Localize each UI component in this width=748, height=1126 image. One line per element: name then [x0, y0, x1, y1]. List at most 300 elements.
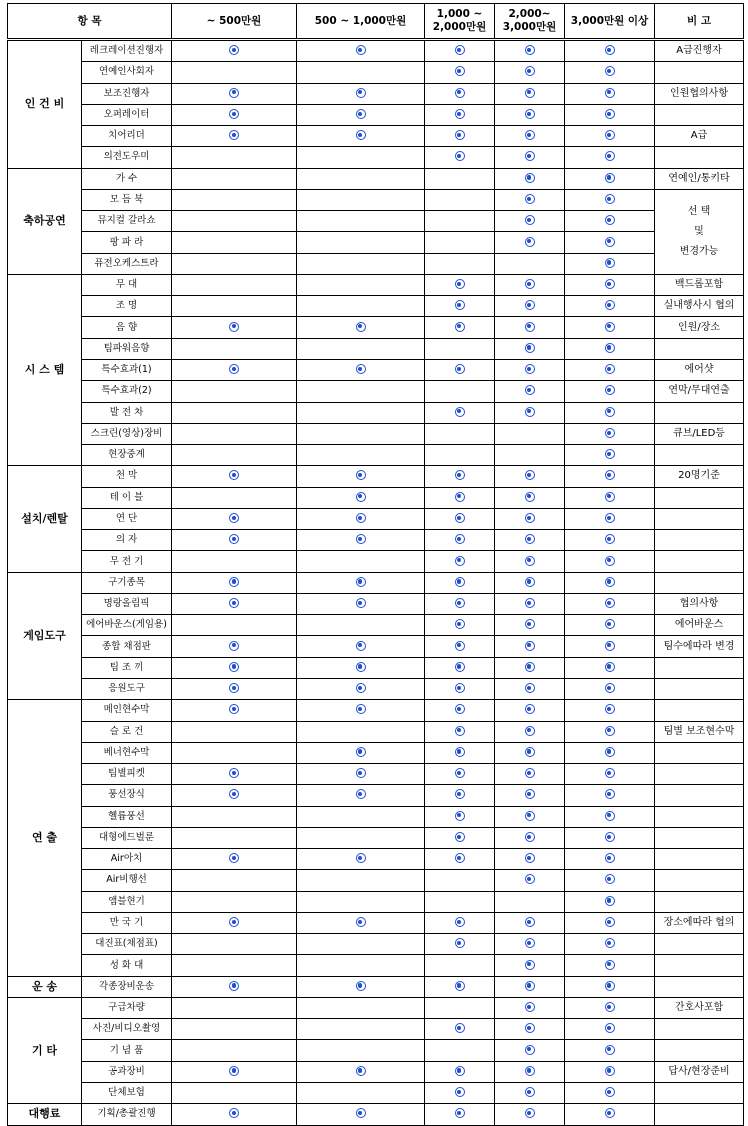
- tier-cell-5: [565, 189, 655, 210]
- filled-circle-icon: [525, 598, 535, 608]
- tier-cell-3: [425, 870, 495, 891]
- note-cell: [655, 700, 744, 721]
- tier-cell-3: [425, 1083, 495, 1104]
- tier-cell-4: [495, 827, 565, 848]
- filled-circle-icon: [605, 874, 615, 884]
- note-cell: [655, 870, 744, 891]
- filled-circle-icon: [455, 832, 465, 842]
- tier-cell-1: [172, 1040, 297, 1061]
- filled-circle-icon: [525, 151, 535, 161]
- note-cell: 백드롭포함: [655, 274, 744, 295]
- tier-cell-4: [495, 976, 565, 997]
- filled-circle-icon: [525, 66, 535, 76]
- item-cell: 기획/총괄진행: [82, 1104, 172, 1125]
- tier-cell-5: [565, 466, 655, 487]
- filled-circle-icon: [229, 704, 239, 714]
- tier-cell-2: [297, 997, 425, 1018]
- filled-circle-icon: [229, 109, 239, 119]
- tier-cell-3: [425, 104, 495, 125]
- table-row: [8, 381, 744, 402]
- note-cell: [655, 1104, 744, 1125]
- filled-circle-icon: [229, 470, 239, 480]
- filled-circle-icon: [229, 917, 239, 927]
- filled-circle-icon: [356, 768, 366, 778]
- tier-cell-4: [495, 232, 565, 253]
- item-cell: 조 명: [82, 296, 172, 317]
- tier-cell-5: [565, 381, 655, 402]
- tier-cell-3: [425, 997, 495, 1018]
- note-cell: [655, 338, 744, 359]
- item-cell: 앰블현기: [82, 891, 172, 912]
- tier-cell-4: [495, 891, 565, 912]
- tier-cell-2: [297, 849, 425, 870]
- tier-cell-3: [425, 211, 495, 232]
- merged-note-line: 변경가능: [679, 245, 719, 257]
- tier-cell-1: [172, 806, 297, 827]
- tier-cell-3: [425, 1040, 495, 1061]
- tier-cell-3: [425, 423, 495, 444]
- tier-cell-2: [297, 572, 425, 593]
- filled-circle-icon: [356, 662, 366, 672]
- table-row: [8, 232, 744, 253]
- filled-circle-icon: [455, 1087, 465, 1097]
- item-cell: 구기종목: [82, 572, 172, 593]
- filled-circle-icon: [455, 598, 465, 608]
- tier-cell-5: [565, 508, 655, 529]
- tier-cell-5: [565, 593, 655, 614]
- filled-circle-icon: [605, 449, 615, 459]
- tier-cell-1: [172, 126, 297, 147]
- tier-cell-5: [565, 976, 655, 997]
- tier-cell-2: [297, 934, 425, 955]
- filled-circle-icon: [229, 1066, 239, 1076]
- filled-circle-icon: [229, 1108, 239, 1118]
- tier-cell-2: [297, 338, 425, 359]
- tier-cell-4: [495, 657, 565, 678]
- item-cell: 특수효과(2): [82, 381, 172, 402]
- filled-circle-icon: [356, 130, 366, 140]
- item-cell: 메인현수막: [82, 700, 172, 721]
- note-cell: A급진행자: [655, 40, 744, 62]
- filled-circle-icon: [605, 88, 615, 98]
- table-row: [8, 274, 744, 295]
- tier-cell-5: [565, 530, 655, 551]
- filled-circle-icon: [455, 853, 465, 863]
- tier-cell-4: [495, 849, 565, 870]
- item-cell: 음 향: [82, 317, 172, 338]
- tier-cell-2: [297, 891, 425, 912]
- tier-cell-3: [425, 934, 495, 955]
- note-cell: 인원/장소: [655, 317, 744, 338]
- tier-cell-2: [297, 40, 425, 62]
- tier-cell-2: [297, 189, 425, 210]
- tier-cell-2: [297, 445, 425, 466]
- tier-cell-3: [425, 955, 495, 976]
- item-cell: 베너현수막: [82, 742, 172, 763]
- filled-circle-icon: [525, 726, 535, 736]
- filled-circle-icon: [605, 258, 615, 268]
- tier-cell-4: [495, 615, 565, 636]
- tier-cell-1: [172, 466, 297, 487]
- tier-cell-1: [172, 232, 297, 253]
- table-row: [8, 83, 744, 104]
- tier-cell-1: [172, 189, 297, 210]
- filled-circle-icon: [525, 938, 535, 948]
- table-row: [8, 317, 744, 338]
- filled-circle-icon: [605, 407, 615, 417]
- header-price-3: 1,000 ~ 2,000만원: [425, 4, 495, 40]
- tier-cell-2: [297, 296, 425, 317]
- note-cell: [655, 104, 744, 125]
- tier-cell-4: [495, 572, 565, 593]
- table-row: [8, 678, 744, 699]
- filled-circle-icon: [605, 598, 615, 608]
- filled-circle-icon: [356, 641, 366, 651]
- filled-circle-icon: [455, 1108, 465, 1118]
- note-cell: [655, 572, 744, 593]
- filled-circle-icon: [525, 492, 535, 502]
- note-cell: [655, 1040, 744, 1061]
- tier-cell-4: [495, 955, 565, 976]
- filled-circle-icon: [525, 960, 535, 970]
- tier-cell-3: [425, 466, 495, 487]
- table-row: [8, 466, 744, 487]
- filled-circle-icon: [455, 811, 465, 821]
- item-cell: 에어바운스(게임용): [82, 615, 172, 636]
- note-cell: [655, 487, 744, 508]
- tier-cell-5: [565, 551, 655, 572]
- tier-cell-3: [425, 40, 495, 62]
- tier-cell-4: [495, 1061, 565, 1082]
- header-price-5: 3,000만원 이상: [565, 4, 655, 40]
- filled-circle-icon: [455, 534, 465, 544]
- filled-circle-icon: [356, 470, 366, 480]
- tier-cell-2: [297, 678, 425, 699]
- filled-circle-icon: [605, 641, 615, 651]
- tier-cell-5: [565, 1040, 655, 1061]
- tier-cell-1: [172, 274, 297, 295]
- item-cell: 슬 로 건: [82, 721, 172, 742]
- tier-cell-2: [297, 274, 425, 295]
- tier-cell-4: [495, 742, 565, 763]
- table-row: [8, 764, 744, 785]
- item-cell: 의전도우미: [82, 147, 172, 168]
- filled-circle-icon: [605, 662, 615, 672]
- item-cell: 대형에드벌룬: [82, 827, 172, 848]
- table-row: [8, 785, 744, 806]
- header-price-2: 500 ~ 1,000만원: [297, 4, 425, 40]
- filled-circle-icon: [525, 641, 535, 651]
- tier-cell-2: [297, 1019, 425, 1040]
- tier-cell-4: [495, 912, 565, 933]
- filled-circle-icon: [356, 598, 366, 608]
- filled-circle-icon: [455, 300, 465, 310]
- tier-cell-2: [297, 976, 425, 997]
- item-cell: Air아치: [82, 849, 172, 870]
- item-cell: 풍선장식: [82, 785, 172, 806]
- tier-cell-1: [172, 700, 297, 721]
- tier-cell-3: [425, 274, 495, 295]
- price-comparison-table: [7, 3, 744, 1126]
- filled-circle-icon: [605, 853, 615, 863]
- tier-cell-1: [172, 934, 297, 955]
- tier-cell-5: [565, 827, 655, 848]
- tier-cell-1: [172, 657, 297, 678]
- note-cell: [655, 62, 744, 83]
- category-cell: 설치/렌탈: [8, 466, 82, 572]
- tier-cell-4: [495, 934, 565, 955]
- tier-cell-5: [565, 1061, 655, 1082]
- tier-cell-3: [425, 764, 495, 785]
- filled-circle-icon: [229, 683, 239, 693]
- table-row: [8, 423, 744, 444]
- tier-cell-3: [425, 1061, 495, 1082]
- tier-cell-5: [565, 296, 655, 317]
- filled-circle-icon: [525, 704, 535, 714]
- table-row: [8, 359, 744, 380]
- tier-cell-5: [565, 721, 655, 742]
- tier-cell-3: [425, 700, 495, 721]
- tier-cell-4: [495, 764, 565, 785]
- item-cell: 현장중계: [82, 445, 172, 466]
- note-cell: [655, 934, 744, 955]
- note-cell: 에어바운스: [655, 615, 744, 636]
- note-cell: [655, 742, 744, 763]
- tier-cell-1: [172, 636, 297, 657]
- table-row: [8, 912, 744, 933]
- category-cell: 시 스 템: [8, 274, 82, 465]
- filled-circle-icon: [605, 300, 615, 310]
- item-cell: 특수효과(1): [82, 359, 172, 380]
- table-row: [8, 508, 744, 529]
- filled-circle-icon: [525, 322, 535, 332]
- tier-cell-1: [172, 253, 297, 274]
- table-row: [8, 806, 744, 827]
- item-cell: 퓨전오케스트라: [82, 253, 172, 274]
- tier-cell-3: [425, 551, 495, 572]
- filled-circle-icon: [229, 768, 239, 778]
- tier-cell-1: [172, 912, 297, 933]
- filled-circle-icon: [605, 917, 615, 927]
- filled-circle-icon: [605, 683, 615, 693]
- table-row: [8, 40, 744, 62]
- table-row: [8, 657, 744, 678]
- filled-circle-icon: [455, 492, 465, 502]
- filled-circle-icon: [356, 534, 366, 544]
- tier-cell-2: [297, 827, 425, 848]
- tier-cell-3: [425, 976, 495, 997]
- filled-circle-icon: [229, 662, 239, 672]
- filled-circle-icon: [525, 237, 535, 247]
- tier-cell-3: [425, 593, 495, 614]
- filled-circle-icon: [605, 619, 615, 629]
- tier-cell-1: [172, 40, 297, 62]
- tier-cell-3: [425, 147, 495, 168]
- merged-note-line: 선 택: [687, 205, 711, 217]
- filled-circle-icon: [356, 789, 366, 799]
- filled-circle-icon: [605, 109, 615, 119]
- tier-cell-4: [495, 785, 565, 806]
- tier-cell-2: [297, 955, 425, 976]
- filled-circle-icon: [605, 194, 615, 204]
- tier-cell-2: [297, 423, 425, 444]
- tier-cell-5: [565, 126, 655, 147]
- tier-cell-2: [297, 508, 425, 529]
- filled-circle-icon: [356, 577, 366, 587]
- filled-circle-icon: [455, 279, 465, 289]
- tier-cell-4: [495, 445, 565, 466]
- tier-cell-3: [425, 615, 495, 636]
- table-row: [8, 62, 744, 83]
- item-cell: 대진표(채점표): [82, 934, 172, 955]
- item-cell: 사진/비디오촬영: [82, 1019, 172, 1040]
- table-body: [8, 40, 744, 1126]
- tier-cell-5: [565, 253, 655, 274]
- filled-circle-icon: [525, 534, 535, 544]
- filled-circle-icon: [455, 662, 465, 672]
- filled-circle-icon: [525, 88, 535, 98]
- note-cell: 큐브/LED등: [655, 423, 744, 444]
- tier-cell-1: [172, 1061, 297, 1082]
- note-cell: [655, 445, 744, 466]
- filled-circle-icon: [229, 322, 239, 332]
- filled-circle-icon: [605, 556, 615, 566]
- tier-cell-2: [297, 126, 425, 147]
- filled-circle-icon: [356, 683, 366, 693]
- filled-circle-icon: [525, 194, 535, 204]
- filled-circle-icon: [356, 853, 366, 863]
- tier-cell-3: [425, 168, 495, 189]
- tier-cell-2: [297, 1061, 425, 1082]
- table-row: [8, 147, 744, 168]
- tier-cell-4: [495, 1104, 565, 1125]
- filled-circle-icon: [356, 88, 366, 98]
- table-row: [8, 615, 744, 636]
- category-cell: 연 출: [8, 700, 82, 976]
- tier-cell-1: [172, 530, 297, 551]
- filled-circle-icon: [605, 960, 615, 970]
- tier-cell-2: [297, 551, 425, 572]
- tier-cell-5: [565, 742, 655, 763]
- tier-cell-3: [425, 572, 495, 593]
- tier-cell-4: [495, 126, 565, 147]
- tier-cell-5: [565, 359, 655, 380]
- filled-circle-icon: [455, 619, 465, 629]
- item-cell: 종합 채점판: [82, 636, 172, 657]
- filled-circle-icon: [605, 428, 615, 438]
- filled-circle-icon: [229, 364, 239, 374]
- item-cell: 연예인사회자: [82, 62, 172, 83]
- filled-circle-icon: [525, 300, 535, 310]
- tier-cell-4: [495, 721, 565, 742]
- tier-cell-5: [565, 572, 655, 593]
- tier-cell-1: [172, 83, 297, 104]
- filled-circle-icon: [605, 492, 615, 502]
- filled-circle-icon: [525, 173, 535, 183]
- filled-circle-icon: [455, 704, 465, 714]
- note-cell: 팀별 보조현수막: [655, 721, 744, 742]
- tier-cell-3: [425, 445, 495, 466]
- tier-cell-1: [172, 827, 297, 848]
- tier-cell-4: [495, 296, 565, 317]
- tier-cell-4: [495, 1040, 565, 1061]
- item-cell: 모 듬 북: [82, 189, 172, 210]
- tier-cell-2: [297, 593, 425, 614]
- tier-cell-1: [172, 891, 297, 912]
- table-row: [8, 104, 744, 125]
- tier-cell-5: [565, 445, 655, 466]
- filled-circle-icon: [229, 853, 239, 863]
- tier-cell-2: [297, 317, 425, 338]
- table-row: [8, 593, 744, 614]
- filled-circle-icon: [605, 534, 615, 544]
- note-cell: [655, 1019, 744, 1040]
- filled-circle-icon: [356, 981, 366, 991]
- tier-cell-1: [172, 211, 297, 232]
- filled-circle-icon: [605, 364, 615, 374]
- filled-circle-icon: [455, 641, 465, 651]
- filled-circle-icon: [229, 577, 239, 587]
- filled-circle-icon: [229, 641, 239, 651]
- tier-cell-4: [495, 530, 565, 551]
- table-row: [8, 253, 744, 274]
- tier-cell-2: [297, 359, 425, 380]
- filled-circle-icon: [356, 1108, 366, 1118]
- table-row: [8, 849, 744, 870]
- tier-cell-3: [425, 487, 495, 508]
- item-cell: 연 단: [82, 508, 172, 529]
- table-row: [8, 827, 744, 848]
- filled-circle-icon: [605, 1045, 615, 1055]
- tier-cell-2: [297, 785, 425, 806]
- tier-cell-4: [495, 253, 565, 274]
- filled-circle-icon: [525, 1045, 535, 1055]
- tier-cell-3: [425, 849, 495, 870]
- table-row: [8, 211, 744, 232]
- filled-circle-icon: [455, 109, 465, 119]
- filled-circle-icon: [525, 1002, 535, 1012]
- tier-cell-4: [495, 1019, 565, 1040]
- tier-cell-3: [425, 785, 495, 806]
- header-price-1: ~ 500만원: [172, 4, 297, 40]
- header-note: 비 고: [655, 4, 744, 40]
- tier-cell-2: [297, 83, 425, 104]
- filled-circle-icon: [455, 45, 465, 55]
- filled-circle-icon: [455, 917, 465, 927]
- tier-cell-4: [495, 806, 565, 827]
- table-row: [8, 1019, 744, 1040]
- filled-circle-icon: [455, 322, 465, 332]
- tier-cell-1: [172, 870, 297, 891]
- tier-cell-4: [495, 466, 565, 487]
- tier-cell-3: [425, 721, 495, 742]
- note-cell: [655, 785, 744, 806]
- filled-circle-icon: [525, 662, 535, 672]
- filled-circle-icon: [356, 109, 366, 119]
- table-row: [8, 126, 744, 147]
- filled-circle-icon: [525, 619, 535, 629]
- tier-cell-3: [425, 381, 495, 402]
- tier-cell-5: [565, 1104, 655, 1125]
- tier-cell-4: [495, 359, 565, 380]
- filled-circle-icon: [525, 917, 535, 927]
- tier-cell-4: [495, 593, 565, 614]
- note-cell: 협의사항: [655, 593, 744, 614]
- tier-cell-1: [172, 785, 297, 806]
- tier-cell-4: [495, 147, 565, 168]
- tier-cell-2: [297, 232, 425, 253]
- tier-cell-3: [425, 1104, 495, 1125]
